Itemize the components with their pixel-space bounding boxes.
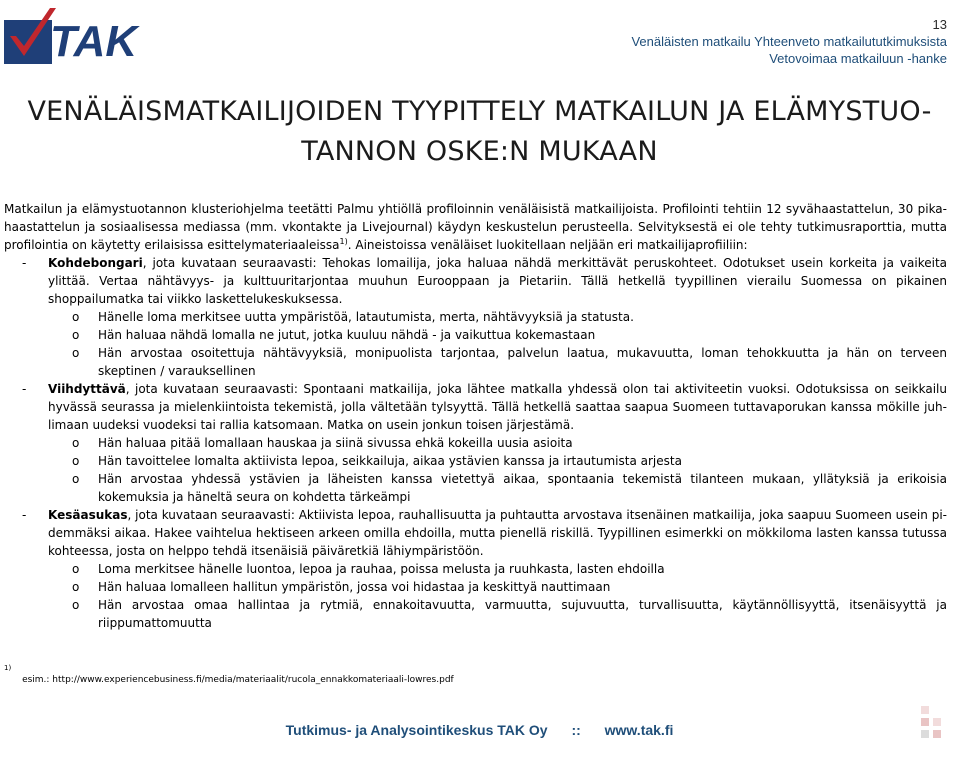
circle-bullet: o (72, 598, 80, 612)
body-content (4, 200, 947, 632)
profile-item (4, 380, 947, 434)
intro-text-1: Matkailun ja elämystuotannon klusteriohjelma teetätti Palmu yhtiöllä profiloinnin venäläisistä matkailijoista. Profilointi tehtiin 12 syvähaastattelun, 30 pika-haastattelun ja sosiaalisessa mediassa (mm. vkontakte ja Livejournal) käydyn keskustelun perusteella. Selvityksestä ei ole tehty tutkimusraporttia, mutta profilointia on käytetty erilaisissa esittelymateriaaleissa (4, 202, 947, 252)
circle-bullet: o (72, 454, 80, 468)
footnote (4, 662, 454, 685)
circle-bullet: o (72, 328, 80, 342)
list-item (4, 470, 947, 506)
profile-description: , jota kuvataan seuraavasti: Spontaani matkailija, joka lähtee matkalla yhdessä olon tai aktiviteetin vuoksi. Odotuksissa on seikkailu hyvässä seurassa ja mielenkiintoista tekemistä, jolla vältetään tylsyyttä. Tällä hetkellä saattaa saapua Suomeen tuttavaporukan kanssa mökille juhlimaan uudeksi vuodeksi tai rallia katsomaan. Matka on usein jonkun toisen järjestämä. (48, 382, 947, 432)
circle-bullet: o (72, 310, 80, 324)
circle-bullet: o (72, 346, 80, 360)
page-title (0, 92, 959, 172)
list-item-text: Hän tavoittelee lomalta aktiivista lepoa, seikkailuja, aikaa ystävien kanssa ja irtautumista arjesta (98, 454, 682, 468)
profile-name: Viihdyttävä (48, 382, 126, 396)
dash-bullet: - (22, 508, 27, 522)
header-subtitle-2: Vetovoimaa matkailuun -hanke (769, 51, 947, 66)
list-item (4, 596, 947, 632)
circle-bullet: o (72, 562, 80, 576)
list-item-text: Hänelle loma merkitsee uutta ympäristöä, latautumista, merta, nähtävyyksiä ja statusta. (98, 310, 634, 324)
list-item (4, 326, 947, 344)
list-item-text: Hän haluaa pitää lomallaan hauskaa ja siinä sivussa ehkä kokeilla uusia asioita (98, 436, 573, 450)
page-number: 13 (932, 17, 947, 32)
circle-bullet: o (72, 436, 80, 450)
dash-bullet: - (22, 382, 27, 396)
list-item (4, 578, 947, 596)
header-subtitle-1: Venäläisten matkailu Yhteenveto matkailututkimuksista (631, 34, 947, 49)
logo-text: TAK (50, 17, 138, 64)
circle-bullet: o (72, 472, 80, 486)
profile-name: Kohdebongari (48, 256, 143, 270)
intro-paragraph (4, 200, 947, 254)
footnote-link[interactable]: esim.: http://www.experiencebusiness.fi/media/materiaalit/rucola_ennakkomateriaali-lowres.pdf (22, 675, 454, 685)
page-header (631, 16, 947, 67)
footer-separator: :: (571, 722, 581, 738)
list-item (4, 434, 947, 452)
decorative-squares-icon (921, 706, 947, 746)
list-item (4, 308, 947, 326)
profile-item (4, 506, 947, 560)
list-item-text: Hän haluaa lomalleen hallitun ympäristön, jossa voi hidastaa ja keskittyä nauttimaan (98, 580, 611, 594)
footnote-marker: 1) (4, 664, 12, 672)
list-item-text: Hän arvostaa osoitettuja nähtävyyksiä, monipuolista tarjontaa, palvelun laatua, mukavuutta, loman tehokkuutta ja hän on terveen skeptinen / varauksellinen (98, 346, 947, 378)
list-item-text: Loma merkitsee hänelle luontoa, lepoa ja rauhaa, poissa melusta ja ruuhkasta, lasten ehdoilla (98, 562, 665, 576)
circle-bullet: o (72, 580, 80, 594)
list-item (4, 344, 947, 380)
tak-logo (4, 6, 144, 64)
dash-bullet: - (22, 256, 27, 270)
title-line-1: VENÄLÄISMATKAILIJOIDEN TYYPITTELY MATKAILUN JA ELÄMYSTUO- (27, 96, 932, 127)
list-item-text: Hän arvostaa omaa hallintaa ja rytmiä, ennakoitavuutta, varmuutta, sujuvuutta, turvallisuutta, käytännöllisyyttä, itsenäisyyttä ja riippumattomuutta (98, 598, 947, 630)
intro-text-2: . Aineistoissa venäläiset luokitellaan neljään eri matkailijaprofiiliin: (347, 238, 748, 252)
profile-name: Kesäasukas (48, 508, 128, 522)
list-item-text: Hän haluaa nähdä lomalla ne jutut, jotka kuuluu nähdä - ja vaikuttua kokemastaan (98, 328, 596, 342)
footer-org: Tutkimus- ja Analysointikeskus TAK Oy (285, 722, 548, 738)
title-line-2: TANNON OSKE:N MUKAAN (301, 136, 658, 167)
list-item (4, 560, 947, 578)
footer-url[interactable]: www.tak.fi (604, 722, 674, 738)
list-item (4, 452, 947, 470)
page-footer (0, 722, 959, 738)
profile-item (4, 254, 947, 308)
profile-description: , jota kuvataan seuraavasti: Tehokas lomailija, joka haluaa nähdä merkittävät peruskohteet. Odotukset usein korkeita ja vaikeita ylittää. Vertaa nähtävyys- ja kulttuuritarjontaa muuhun Eurooppaan ja Pietariin. Tällä hetkellä tyypillinen vierailu Suomessa on pikainen shoppailumatka tai viikko laskettelukeskuksessa. (48, 256, 947, 306)
list-item-text: Hän arvostaa yhdessä ystävien ja läheisten kanssa vietettyä aikaa, spontaania tekemistä tilanteen mukaan, yllätyksiä ja erikoisia kokemuksia ja häneltä seura on kohdetta tärkeämpi (98, 472, 947, 504)
footnote-ref: 1) (339, 237, 348, 246)
profile-description: , jota kuvataan seuraavasti: Aktiivista lepoa, rauhallisuutta ja puhtautta arvostava itsenäinen matkailija, joka saapuu Suomeen usein pidemmäksi aikaa. Hakee vaihtelua hektiseen arkeen omilla ehdoilla, mutta pienellä riskillä. Tyypillinen esimerkki on mökkiloma lasten kanssa tutussa kohteessa, josta on helppo tehdä itsenäisiä päiväretkiä lähiympäristöön. (48, 508, 947, 558)
